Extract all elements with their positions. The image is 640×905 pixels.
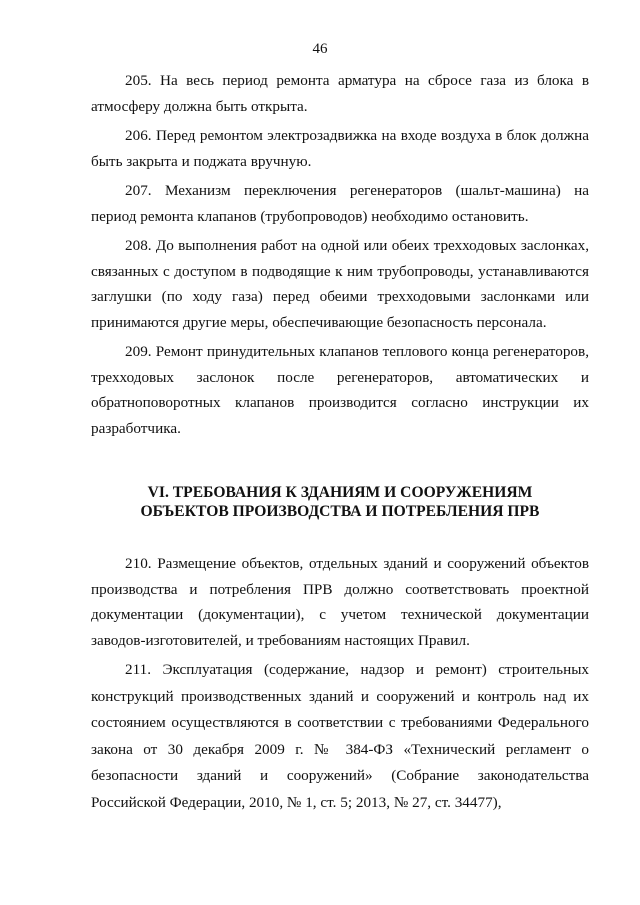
paragraph-208: 208. До выполнения работ на одной или обеих трехходовых заслонках, связанных с доступом в подводящие к ним трубопроводы, устанавливаются заглушки (по ходу газа) перед обеими трехходовыми заслонками или принимаются другие меры, обеспечивающие безопасность персонала.: [91, 237, 589, 331]
paragraph-205: 205. На весь период ремонта арматура на сбросе газа из блока в атмосферу должна быть открыта.: [91, 72, 589, 115]
paragraph-209: 209. Ремонт принудительных клапанов теплового конца регенераторов, трехходовых заслонок после регенераторов, автоматических и обратноповоротных клапанов производится согласно инструкции их разработчика.: [91, 343, 589, 437]
paragraph-207: 207. Механизм переключения регенераторов (шальт-машина) на период ремонта клапанов (трубопроводов) необходимо остановить.: [91, 182, 589, 225]
page-number: 46: [312, 41, 328, 57]
section-heading: [91, 483, 589, 521]
section-heading-line-1: VI. ТРЕБОВАНИЯ К ЗДАНИЯМ И СООРУЖЕНИЯМ: [147, 484, 533, 501]
paragraph-206: 206. Перед ремонтом электрозадвижка на входе воздуха в блок должна быть закрыта и поджата вручную.: [91, 127, 589, 170]
paragraph-211: 211. Эксплуатация (содержание, надзор и ремонт) строительных конструкций производственных зданий и сооружений и контроль над их состоянием осуществляются в соответствии с требованиями Федерального закона от 30 декабря 2009 г. № 384-ФЗ «Технический регламент о безопасности зданий и сооружений» (Собрание законодательства Российской Федерации, 2010, № 1, ст. 5; 2013, № 27, ст. 34477),: [91, 661, 589, 811]
section-heading-line-2: ОБЪЕКТОВ ПРОИЗВОДСТВА И ПОТРЕБЛЕНИЯ ПРВ: [140, 503, 540, 520]
document-body: [91, 68, 589, 820]
paragraph-210: 210. Размещение объектов, отдельных зданий и сооружений объектов производства и потребления ПРВ должно соответствовать проектной документации (документации), с учетом технической документации заводов-изготовителей, и требованиям настоящих Правил.: [91, 555, 589, 649]
